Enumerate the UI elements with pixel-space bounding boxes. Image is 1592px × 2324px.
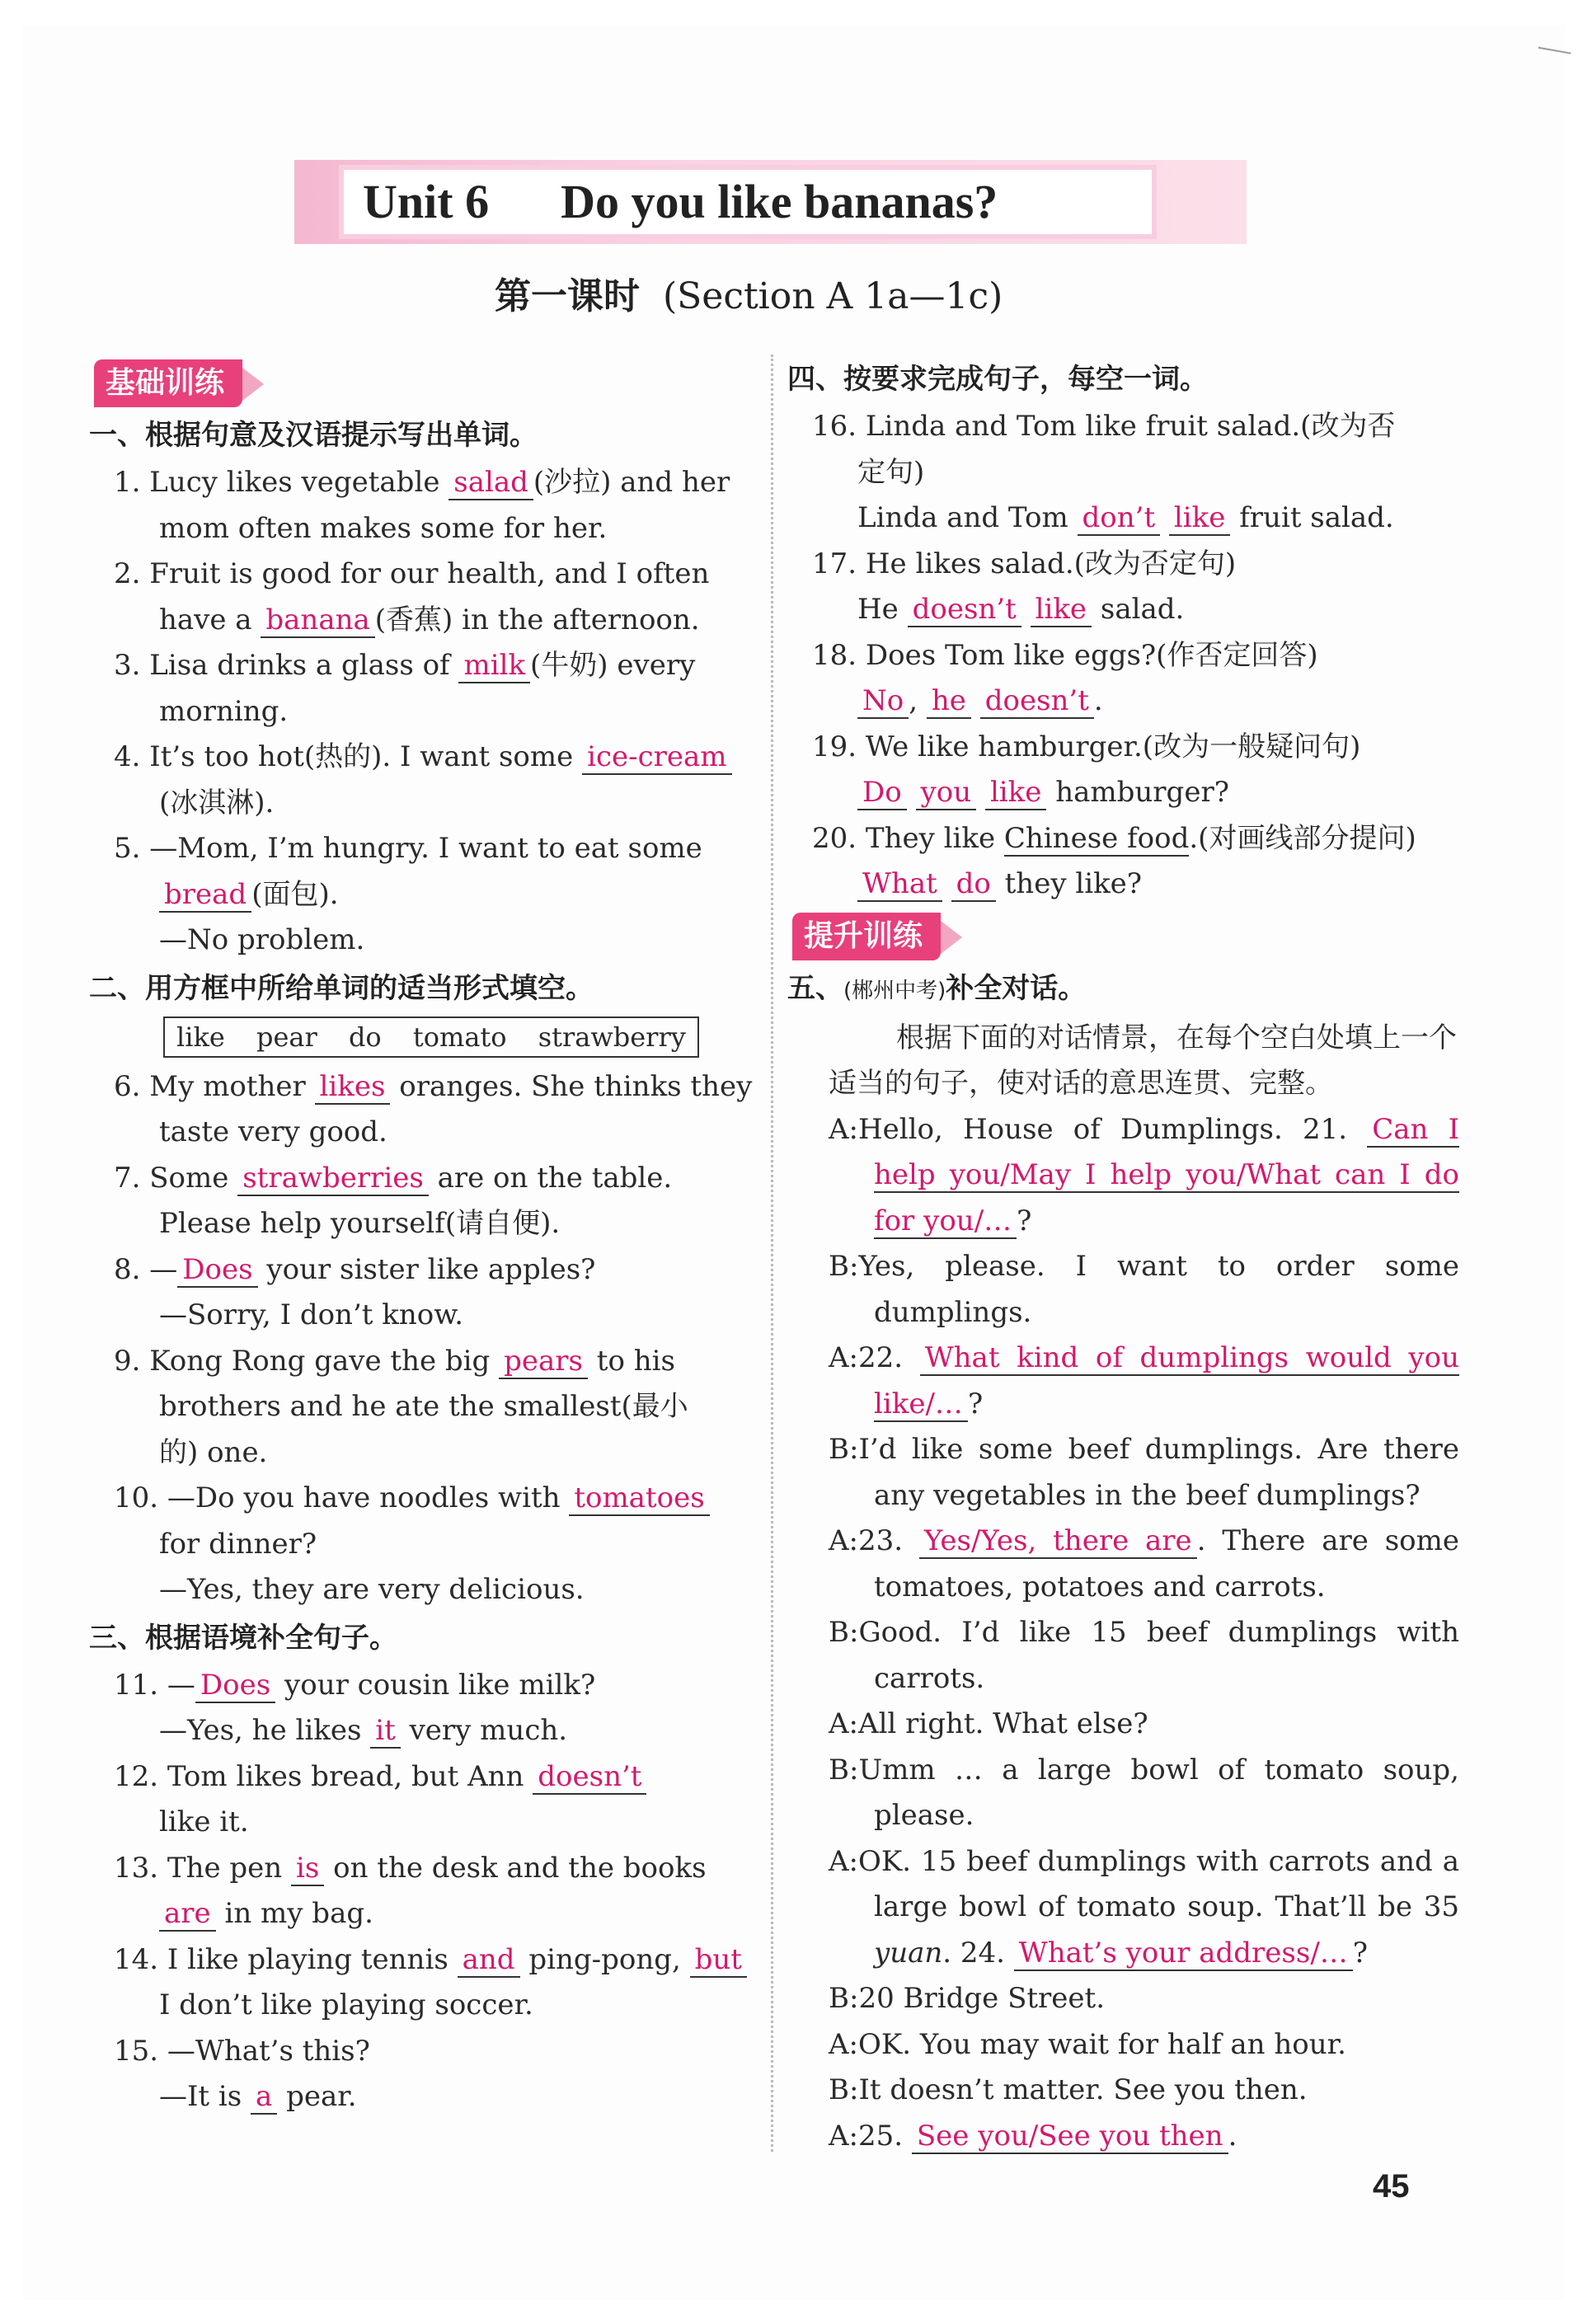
basic-training-tag: 基础训练 <box>94 359 242 407</box>
dialogue-line: A:Hello, House of Dumplings. 21. Can I help you/May I help you/What can I do for you/… ? <box>829 1112 1460 1237</box>
answer: banana <box>261 603 374 638</box>
page-corner-mark <box>1534 47 1571 78</box>
question-15: 15. —What’s this? —It is a pear. <box>114 2034 370 2113</box>
question-12: 12. Tom likes bread, but Ann doesn’t like it. <box>89 1754 761 1846</box>
dialogue-line: B:Good. I’d like 15 beef dumplings with carrots. <box>829 1616 1459 1695</box>
answer: but <box>690 1943 747 1978</box>
unit-title: Unit 6 Do you like bananas? <box>363 175 998 228</box>
question-20: 20. They like Chinese food.(对画线部分提问) What do they like? <box>812 821 1416 900</box>
answer: strawberries <box>237 1162 429 1196</box>
question-5: 5. —Mom, I’m hungry. I want to eat some bread (面包). —No problem. <box>114 832 702 956</box>
answer: See you/See you then <box>912 2120 1228 2154</box>
answer: What kind of dumplings would you like/… <box>874 1341 1459 1420</box>
question-1: 1. Lucy likes vegetable salad (沙拉) and her mom often makes some for her. <box>114 466 730 545</box>
answer: tomatoes <box>569 1481 709 1516</box>
answer: like <box>1031 593 1092 627</box>
question-10: 10. —Do you have noodles with tomatoes for dinner? —Yes, they are very delicious. <box>89 1476 761 1613</box>
answer: What <box>857 867 942 902</box>
answer: are <box>159 1897 216 1932</box>
answer: like <box>985 776 1046 810</box>
advanced-training-tag: 提升训练 <box>792 913 941 960</box>
right-column <box>787 354 1459 2159</box>
section-3-heading: 三、根据语境补全句子。 <box>89 1621 397 1655</box>
question-6: 6. My mother likes oranges. She thinks they taste very good. <box>114 1069 753 1148</box>
dialogue-line: A:OK. 15 beef dumplings with carrots and a large bowl of tomato soup. That’ll be 35 yuan. 24. What’s your address/… ? <box>829 1844 1459 1970</box>
underlined-phrase: Chinese food <box>1003 821 1190 855</box>
section-1-heading: 一、根据句意及汉语提示写出单词。 <box>89 419 538 452</box>
answer: Does <box>195 1669 275 1703</box>
answer: it <box>370 1714 401 1749</box>
question-19: 19. We like hamburger.(改为一般疑问句) Do you like hamburger? <box>812 730 1361 809</box>
answer: Does <box>177 1253 257 1288</box>
left-column <box>89 354 761 2120</box>
section-2-heading: 二、用方框中所给单词的适当形式填空。 <box>89 971 594 1005</box>
section-5-heading: 五、(郴州中考)补全对话。 <box>787 971 1087 1005</box>
answer: don’t <box>1078 501 1161 536</box>
dialogue-line: B:It doesn’t matter. See you then. <box>829 2073 1308 2106</box>
answer: like <box>1169 501 1230 536</box>
answer: a <box>251 2080 277 2115</box>
question-4: 4. It’s too hot(热的). I want some ice-cream (冰淇淋). <box>89 735 761 826</box>
answer: milk <box>458 649 530 683</box>
dialogue-line: A:23. Yes/Yes, there are . There are some tomatoes, potatoes and carrots. <box>829 1524 1459 1603</box>
answer: pears <box>499 1345 588 1379</box>
page-number: 45 <box>1373 2168 1410 2204</box>
answer: Do <box>857 776 907 810</box>
answer: No <box>857 684 909 719</box>
dialogue-line: B:I’d like some beef dumplings. Are there any vegetables in the beef dumplings? <box>829 1433 1459 1512</box>
dialogue-instructions: 根据下面的对话情景，在每个空白处填上一个适当的句子，使对话的意思连贯、完整。 <box>829 1021 1457 1100</box>
section-4-heading: 四、按要求完成句子，每空一词。 <box>787 363 1208 396</box>
question-3: 3. Lisa drinks a glass of milk (牛奶) every morning. <box>114 649 696 728</box>
answer: and <box>458 1943 520 1978</box>
question-18: 18. Does Tom like eggs?(作否定回答) No , he doesn’t . <box>812 638 1318 717</box>
answer: ice-cream <box>582 740 731 775</box>
answer: Can I help you/May I help you/What can I do for you/… <box>874 1112 1460 1237</box>
answer: doesn’t <box>980 684 1094 719</box>
question-2: 2. Fruit is good for our health, and I often have a banana (香蕉) in the afternoon. <box>114 557 710 636</box>
question-13: 13. The pen is on the desk and the books are in my bag. <box>114 1851 707 1930</box>
question-7: 7. Some strawberries are on the table. Please help yourself(请自便). <box>114 1161 673 1240</box>
dialogue-line: A:22. What kind of dumplings would you like/… ? <box>829 1341 1459 1420</box>
dialogue-line: B:20 Bridge Street. <box>829 1982 1106 2015</box>
dialogue-line: A:All right. What else? <box>829 1707 1148 1740</box>
question-9: 9. Kong Rong gave the big pears to his brothers and he ate the smallest(最小 的) one. <box>114 1344 688 1469</box>
question-16: 16. Linda and Tom like fruit salad.(改为否 定句) Linda and Tom don’t like fruit salad. <box>812 410 1396 534</box>
question-14: 14. I like playing tennis and ping-pong, but I don’t like playing soccer. <box>89 1937 761 2029</box>
answer: What’s your address/… <box>1014 1937 1353 1971</box>
answer: do <box>951 867 996 902</box>
dialogue-line: B:Umm … a large bowl of tomato soup, please. <box>829 1753 1459 1832</box>
question-8: 8. — Does your sister like apples? —Sorry, I don’t know. <box>114 1252 596 1331</box>
answer: bread <box>159 878 251 913</box>
lesson-subtitle: 第一课时 (Section A 1a—1c) <box>495 275 1003 317</box>
answer: Yes/Yes, there are <box>919 1524 1197 1559</box>
dialogue-line: A:OK. You may wait for half an hour. <box>829 2027 1346 2061</box>
answer: he <box>927 684 971 719</box>
word-box: like pear do tomato strawberry <box>163 1016 699 1058</box>
answer: is <box>291 1852 324 1886</box>
dialogue-line: A:25. See you/See you then . <box>829 2119 1237 2153</box>
question-11: 11. — Does your cousin like milk? —Yes, he likes it very much. <box>114 1668 596 1747</box>
column-divider <box>771 354 773 2152</box>
answer: likes <box>315 1070 391 1105</box>
answer: doesn’t <box>908 593 1021 627</box>
question-17: 17. He likes salad.(改为否定句) He doesn’t like salad. <box>812 547 1237 626</box>
answer: doesn’t <box>533 1760 646 1795</box>
dialogue-line: B:Yes, please. I want to order some dumplings. <box>829 1250 1459 1329</box>
answer: you <box>916 776 977 810</box>
answer: salad <box>448 466 533 500</box>
